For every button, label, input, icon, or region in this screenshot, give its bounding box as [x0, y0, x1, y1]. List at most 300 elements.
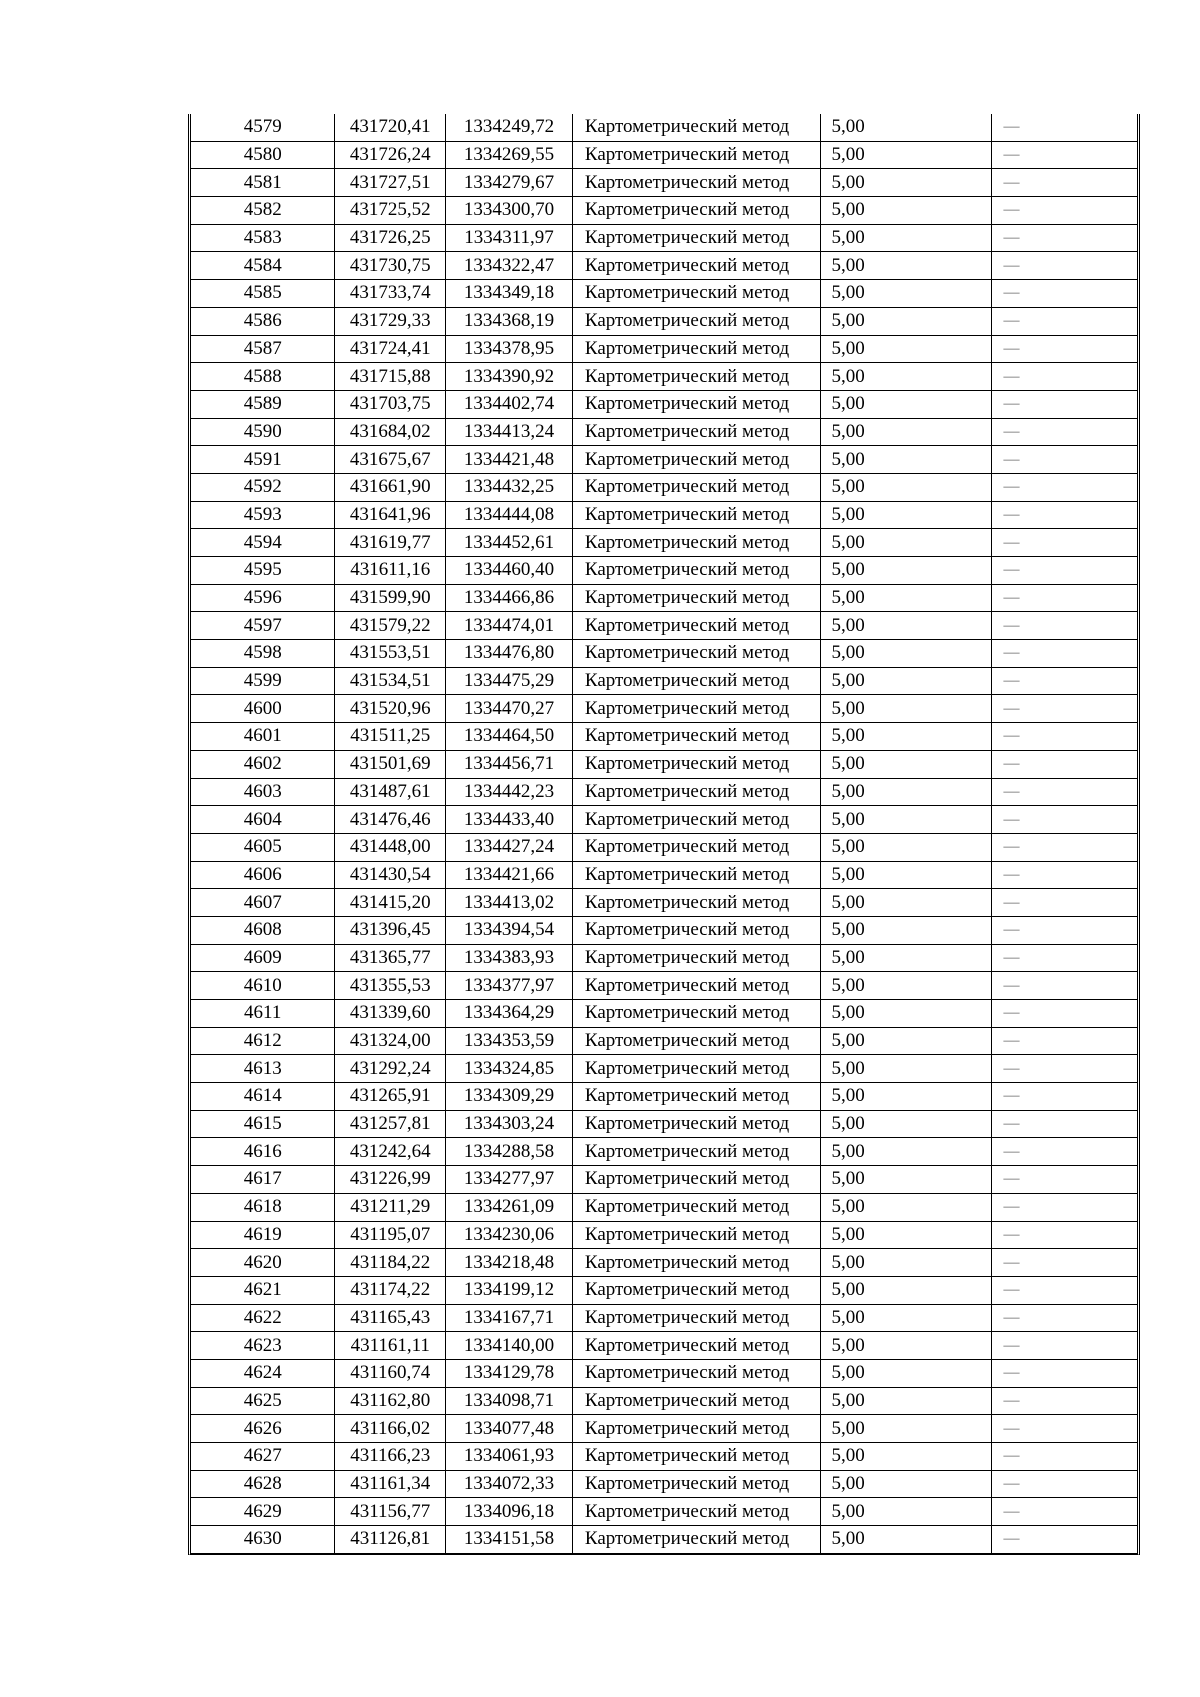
point-number-cell: 4617 [191, 1166, 335, 1194]
y-coordinate-cell: 1334475,29 [446, 667, 573, 695]
x-coordinate-cell: 431161,11 [335, 1332, 446, 1360]
note-cell: — [991, 557, 1137, 585]
note-cell: — [991, 612, 1137, 640]
y-coordinate-cell: 1334466,86 [446, 584, 573, 612]
x-coordinate-cell: 431160,74 [335, 1359, 446, 1387]
accuracy-cell: 5,00 [821, 1110, 991, 1138]
x-coordinate-cell: 431715,88 [335, 363, 446, 391]
coordinates-table [191, 114, 1137, 1554]
x-coordinate-cell: 431520,96 [335, 695, 446, 723]
note-cell: — [991, 141, 1137, 169]
method-cell: Картометрический метод [572, 169, 821, 197]
method-cell: Картометрический метод [572, 1055, 821, 1083]
table-row [191, 1387, 1137, 1415]
y-coordinate-cell: 1334324,85 [446, 1055, 573, 1083]
y-coordinate-cell: 1334309,29 [446, 1083, 573, 1111]
method-cell: Картометрический метод [572, 501, 821, 529]
accuracy-cell: 5,00 [821, 1027, 991, 1055]
point-number-cell: 4587 [191, 335, 335, 363]
y-coordinate-cell: 1334456,71 [446, 750, 573, 778]
note-cell: — [991, 667, 1137, 695]
x-coordinate-cell: 431415,20 [335, 889, 446, 917]
note-cell: — [991, 806, 1137, 834]
accuracy-cell: 5,00 [821, 778, 991, 806]
table-row [191, 916, 1137, 944]
method-cell: Картометрический метод [572, 197, 821, 225]
point-number-cell: 4593 [191, 501, 335, 529]
accuracy-cell: 5,00 [821, 1332, 991, 1360]
point-number-cell: 4615 [191, 1110, 335, 1138]
method-cell: Картометрический метод [572, 833, 821, 861]
method-cell: Картометрический метод [572, 1526, 821, 1554]
accuracy-cell: 5,00 [821, 501, 991, 529]
note-cell: — [991, 861, 1137, 889]
point-number-cell: 4611 [191, 1000, 335, 1028]
x-coordinate-cell: 431675,67 [335, 446, 446, 474]
y-coordinate-cell: 1334378,95 [446, 335, 573, 363]
y-coordinate-cell: 1334364,29 [446, 1000, 573, 1028]
method-cell: Картометрический метод [572, 861, 821, 889]
x-coordinate-cell: 431487,61 [335, 778, 446, 806]
table-row [191, 114, 1137, 141]
point-number-cell: 4620 [191, 1249, 335, 1277]
y-coordinate-cell: 1334442,23 [446, 778, 573, 806]
y-coordinate-cell: 1334096,18 [446, 1498, 573, 1526]
point-number-cell: 4610 [191, 972, 335, 1000]
note-cell: — [991, 418, 1137, 446]
table-row [191, 390, 1137, 418]
y-coordinate-cell: 1334383,93 [446, 944, 573, 972]
point-number-cell: 4621 [191, 1276, 335, 1304]
point-number-cell: 4603 [191, 778, 335, 806]
accuracy-cell: 5,00 [821, 446, 991, 474]
x-coordinate-cell: 431324,00 [335, 1027, 446, 1055]
method-cell: Картометрический метод [572, 1110, 821, 1138]
method-cell: Картометрический метод [572, 418, 821, 446]
x-coordinate-cell: 431430,54 [335, 861, 446, 889]
accuracy-cell: 5,00 [821, 723, 991, 751]
point-number-cell: 4602 [191, 750, 335, 778]
table-row [191, 1083, 1137, 1111]
method-cell: Картометрический метод [572, 806, 821, 834]
method-cell: Картометрический метод [572, 723, 821, 751]
table-row [191, 612, 1137, 640]
note-cell: — [991, 778, 1137, 806]
accuracy-cell: 5,00 [821, 307, 991, 335]
method-cell: Картометрический метод [572, 252, 821, 280]
x-coordinate-cell: 431355,53 [335, 972, 446, 1000]
point-number-cell: 4626 [191, 1415, 335, 1443]
method-cell: Картометрический метод [572, 944, 821, 972]
y-coordinate-cell: 1334413,02 [446, 889, 573, 917]
y-coordinate-cell: 1334218,48 [446, 1249, 573, 1277]
note-cell: — [991, 1443, 1137, 1471]
accuracy-cell: 5,00 [821, 1304, 991, 1332]
accuracy-cell: 5,00 [821, 861, 991, 889]
accuracy-cell: 5,00 [821, 612, 991, 640]
method-cell: Картометрический метод [572, 1193, 821, 1221]
accuracy-cell: 5,00 [821, 1000, 991, 1028]
accuracy-cell: 5,00 [821, 224, 991, 252]
point-number-cell: 4623 [191, 1332, 335, 1360]
point-number-cell: 4616 [191, 1138, 335, 1166]
method-cell: Картометрический метод [572, 390, 821, 418]
note-cell: — [991, 1000, 1137, 1028]
table-row [191, 197, 1137, 225]
accuracy-cell: 5,00 [821, 944, 991, 972]
note-cell: — [991, 723, 1137, 751]
point-number-cell: 4592 [191, 473, 335, 501]
method-cell: Картометрический метод [572, 1332, 821, 1360]
x-coordinate-cell: 431733,74 [335, 280, 446, 308]
table-row [191, 1221, 1137, 1249]
table-row [191, 307, 1137, 335]
point-number-cell: 4625 [191, 1387, 335, 1415]
point-number-cell: 4584 [191, 252, 335, 280]
table-row [191, 335, 1137, 363]
x-coordinate-cell: 431724,41 [335, 335, 446, 363]
y-coordinate-cell: 1334444,08 [446, 501, 573, 529]
note-cell: — [991, 916, 1137, 944]
x-coordinate-cell: 431729,33 [335, 307, 446, 335]
note-cell: — [991, 584, 1137, 612]
x-coordinate-cell: 431448,00 [335, 833, 446, 861]
point-number-cell: 4590 [191, 418, 335, 446]
table-row [191, 640, 1137, 668]
accuracy-cell: 5,00 [821, 390, 991, 418]
x-coordinate-cell: 431211,29 [335, 1193, 446, 1221]
accuracy-cell: 5,00 [821, 806, 991, 834]
table-row [191, 778, 1137, 806]
method-cell: Картометрический метод [572, 335, 821, 363]
table-row [191, 1415, 1137, 1443]
accuracy-cell: 5,00 [821, 114, 991, 141]
y-coordinate-cell: 1334421,66 [446, 861, 573, 889]
table-row [191, 418, 1137, 446]
method-cell: Картометрический метод [572, 446, 821, 474]
method-cell: Картометрический метод [572, 916, 821, 944]
point-number-cell: 4594 [191, 529, 335, 557]
method-cell: Картометрический метод [572, 224, 821, 252]
table-row [191, 1055, 1137, 1083]
note-cell: — [991, 1304, 1137, 1332]
x-coordinate-cell: 431725,52 [335, 197, 446, 225]
y-coordinate-cell: 1334230,06 [446, 1221, 573, 1249]
x-coordinate-cell: 431257,81 [335, 1110, 446, 1138]
table-row [191, 473, 1137, 501]
note-cell: — [991, 280, 1137, 308]
table-row [191, 667, 1137, 695]
y-coordinate-cell: 1334061,93 [446, 1443, 573, 1471]
note-cell: — [991, 1027, 1137, 1055]
accuracy-cell: 5,00 [821, 1498, 991, 1526]
table-row [191, 944, 1137, 972]
method-cell: Картометрический метод [572, 612, 821, 640]
method-cell: Картометрический метод [572, 557, 821, 585]
point-number-cell: 4607 [191, 889, 335, 917]
x-coordinate-cell: 431661,90 [335, 473, 446, 501]
x-coordinate-cell: 431166,02 [335, 1415, 446, 1443]
table-row [191, 501, 1137, 529]
method-cell: Картометрический метод [572, 1359, 821, 1387]
x-coordinate-cell: 431126,81 [335, 1526, 446, 1554]
table-row [191, 529, 1137, 557]
accuracy-cell: 5,00 [821, 889, 991, 917]
x-coordinate-cell: 431511,25 [335, 723, 446, 751]
x-coordinate-cell: 431726,24 [335, 141, 446, 169]
table-row [191, 584, 1137, 612]
y-coordinate-cell: 1334288,58 [446, 1138, 573, 1166]
y-coordinate-cell: 1334277,97 [446, 1166, 573, 1194]
x-coordinate-cell: 431476,46 [335, 806, 446, 834]
accuracy-cell: 5,00 [821, 833, 991, 861]
note-cell: — [991, 944, 1137, 972]
point-number-cell: 4619 [191, 1221, 335, 1249]
accuracy-cell: 5,00 [821, 335, 991, 363]
x-coordinate-cell: 431165,43 [335, 1304, 446, 1332]
method-cell: Картометрический метод [572, 1470, 821, 1498]
point-number-cell: 4581 [191, 169, 335, 197]
point-number-cell: 4579 [191, 114, 335, 141]
y-coordinate-cell: 1334427,24 [446, 833, 573, 861]
x-coordinate-cell: 431579,22 [335, 612, 446, 640]
point-number-cell: 4589 [191, 390, 335, 418]
accuracy-cell: 5,00 [821, 1138, 991, 1166]
y-coordinate-cell: 1334421,48 [446, 446, 573, 474]
table-row [191, 1138, 1137, 1166]
y-coordinate-cell: 1334460,40 [446, 557, 573, 585]
y-coordinate-cell: 1334464,50 [446, 723, 573, 751]
accuracy-cell: 5,00 [821, 1526, 991, 1554]
method-cell: Картометрический метод [572, 750, 821, 778]
y-coordinate-cell: 1334390,92 [446, 363, 573, 391]
point-number-cell: 4604 [191, 806, 335, 834]
table-row [191, 1359, 1137, 1387]
table-row [191, 1193, 1137, 1221]
accuracy-cell: 5,00 [821, 1359, 991, 1387]
method-cell: Картометрический метод [572, 1138, 821, 1166]
table-row [191, 169, 1137, 197]
method-cell: Картометрический метод [572, 1276, 821, 1304]
note-cell: — [991, 501, 1137, 529]
y-coordinate-cell: 1334394,54 [446, 916, 573, 944]
table-row [191, 1304, 1137, 1332]
point-number-cell: 4630 [191, 1526, 335, 1554]
note-cell: — [991, 972, 1137, 1000]
x-coordinate-cell: 431599,90 [335, 584, 446, 612]
y-coordinate-cell: 1334261,09 [446, 1193, 573, 1221]
accuracy-cell: 5,00 [821, 252, 991, 280]
y-coordinate-cell: 1334199,12 [446, 1276, 573, 1304]
y-coordinate-cell: 1334476,80 [446, 640, 573, 668]
method-cell: Картометрический метод [572, 473, 821, 501]
x-coordinate-cell: 431174,22 [335, 1276, 446, 1304]
point-number-cell: 4597 [191, 612, 335, 640]
y-coordinate-cell: 1334413,24 [446, 418, 573, 446]
table-row [191, 1443, 1137, 1471]
x-coordinate-cell: 431720,41 [335, 114, 446, 141]
point-number-cell: 4586 [191, 307, 335, 335]
y-coordinate-cell: 1334368,19 [446, 307, 573, 335]
accuracy-cell: 5,00 [821, 584, 991, 612]
method-cell: Картометрический метод [572, 695, 821, 723]
note-cell: — [991, 889, 1137, 917]
method-cell: Картометрический метод [572, 584, 821, 612]
accuracy-cell: 5,00 [821, 750, 991, 778]
accuracy-cell: 5,00 [821, 169, 991, 197]
note-cell: — [991, 1138, 1137, 1166]
note-cell: — [991, 363, 1137, 391]
point-number-cell: 4608 [191, 916, 335, 944]
note-cell: — [991, 1249, 1137, 1277]
x-coordinate-cell: 431184,22 [335, 1249, 446, 1277]
accuracy-cell: 5,00 [821, 280, 991, 308]
table-body [191, 114, 1137, 1553]
point-number-cell: 4583 [191, 224, 335, 252]
note-cell: — [991, 1387, 1137, 1415]
method-cell: Картометрический метод [572, 1443, 821, 1471]
y-coordinate-cell: 1334474,01 [446, 612, 573, 640]
table-row [191, 1027, 1137, 1055]
y-coordinate-cell: 1334402,74 [446, 390, 573, 418]
table-row [191, 695, 1137, 723]
note-cell: — [991, 1166, 1137, 1194]
table-row [191, 861, 1137, 889]
method-cell: Картометрический метод [572, 667, 821, 695]
table-row [191, 1249, 1137, 1277]
y-coordinate-cell: 1334269,55 [446, 141, 573, 169]
x-coordinate-cell: 431730,75 [335, 252, 446, 280]
accuracy-cell: 5,00 [821, 916, 991, 944]
method-cell: Картометрический метод [572, 1415, 821, 1443]
coordinates-table-container [188, 114, 1140, 1555]
table-row [191, 750, 1137, 778]
point-number-cell: 4629 [191, 1498, 335, 1526]
note-cell: — [991, 1526, 1137, 1554]
table-row [191, 1332, 1137, 1360]
point-number-cell: 4582 [191, 197, 335, 225]
table-row [191, 1166, 1137, 1194]
y-coordinate-cell: 1334249,72 [446, 114, 573, 141]
x-coordinate-cell: 431641,96 [335, 501, 446, 529]
accuracy-cell: 5,00 [821, 141, 991, 169]
accuracy-cell: 5,00 [821, 695, 991, 723]
note-cell: — [991, 335, 1137, 363]
note-cell: — [991, 750, 1137, 778]
x-coordinate-cell: 431242,64 [335, 1138, 446, 1166]
accuracy-cell: 5,00 [821, 1193, 991, 1221]
table-row [191, 1276, 1137, 1304]
x-coordinate-cell: 431396,45 [335, 916, 446, 944]
y-coordinate-cell: 1334300,70 [446, 197, 573, 225]
table-row [191, 833, 1137, 861]
accuracy-cell: 5,00 [821, 197, 991, 225]
y-coordinate-cell: 1334303,24 [446, 1110, 573, 1138]
accuracy-cell: 5,00 [821, 418, 991, 446]
accuracy-cell: 5,00 [821, 1387, 991, 1415]
point-number-cell: 4605 [191, 833, 335, 861]
note-cell: — [991, 446, 1137, 474]
x-coordinate-cell: 431619,77 [335, 529, 446, 557]
table-row [191, 363, 1137, 391]
point-number-cell: 4600 [191, 695, 335, 723]
accuracy-cell: 5,00 [821, 1055, 991, 1083]
point-number-cell: 4585 [191, 280, 335, 308]
point-number-cell: 4614 [191, 1083, 335, 1111]
table-row [191, 280, 1137, 308]
note-cell: — [991, 1055, 1137, 1083]
method-cell: Картометрический метод [572, 1166, 821, 1194]
method-cell: Картометрический метод [572, 141, 821, 169]
table-row [191, 1110, 1137, 1138]
x-coordinate-cell: 431156,77 [335, 1498, 446, 1526]
table-row [191, 889, 1137, 917]
accuracy-cell: 5,00 [821, 557, 991, 585]
method-cell: Картометрический метод [572, 1249, 821, 1277]
method-cell: Картометрический метод [572, 889, 821, 917]
note-cell: — [991, 252, 1137, 280]
method-cell: Картометрический метод [572, 1221, 821, 1249]
accuracy-cell: 5,00 [821, 1249, 991, 1277]
method-cell: Картометрический метод [572, 114, 821, 141]
point-number-cell: 4622 [191, 1304, 335, 1332]
note-cell: — [991, 1221, 1137, 1249]
note-cell: — [991, 1415, 1137, 1443]
point-number-cell: 4599 [191, 667, 335, 695]
note-cell: — [991, 695, 1137, 723]
y-coordinate-cell: 1334140,00 [446, 1332, 573, 1360]
note-cell: — [991, 224, 1137, 252]
x-coordinate-cell: 431501,69 [335, 750, 446, 778]
y-coordinate-cell: 1334322,47 [446, 252, 573, 280]
note-cell: — [991, 833, 1137, 861]
x-coordinate-cell: 431161,34 [335, 1470, 446, 1498]
method-cell: Картометрический метод [572, 972, 821, 1000]
x-coordinate-cell: 431684,02 [335, 418, 446, 446]
y-coordinate-cell: 1334432,25 [446, 473, 573, 501]
y-coordinate-cell: 1334452,61 [446, 529, 573, 557]
note-cell: — [991, 473, 1137, 501]
method-cell: Картометрический метод [572, 363, 821, 391]
x-coordinate-cell: 431195,07 [335, 1221, 446, 1249]
y-coordinate-cell: 1334129,78 [446, 1359, 573, 1387]
accuracy-cell: 5,00 [821, 1221, 991, 1249]
x-coordinate-cell: 431534,51 [335, 667, 446, 695]
method-cell: Картометрический метод [572, 1387, 821, 1415]
accuracy-cell: 5,00 [821, 1470, 991, 1498]
x-coordinate-cell: 431553,51 [335, 640, 446, 668]
point-number-cell: 4612 [191, 1027, 335, 1055]
y-coordinate-cell: 1334098,71 [446, 1387, 573, 1415]
accuracy-cell: 5,00 [821, 1443, 991, 1471]
table-row [191, 252, 1137, 280]
y-coordinate-cell: 1334311,97 [446, 224, 573, 252]
table-row [191, 1470, 1137, 1498]
method-cell: Картометрический метод [572, 778, 821, 806]
x-coordinate-cell: 431703,75 [335, 390, 446, 418]
y-coordinate-cell: 1334470,27 [446, 695, 573, 723]
note-cell: — [991, 1083, 1137, 1111]
note-cell: — [991, 1359, 1137, 1387]
x-coordinate-cell: 431162,80 [335, 1387, 446, 1415]
accuracy-cell: 5,00 [821, 473, 991, 501]
x-coordinate-cell: 431611,16 [335, 557, 446, 585]
method-cell: Картометрический метод [572, 1304, 821, 1332]
note-cell: — [991, 169, 1137, 197]
y-coordinate-cell: 1334072,33 [446, 1470, 573, 1498]
y-coordinate-cell: 1334349,18 [446, 280, 573, 308]
x-coordinate-cell: 431339,60 [335, 1000, 446, 1028]
